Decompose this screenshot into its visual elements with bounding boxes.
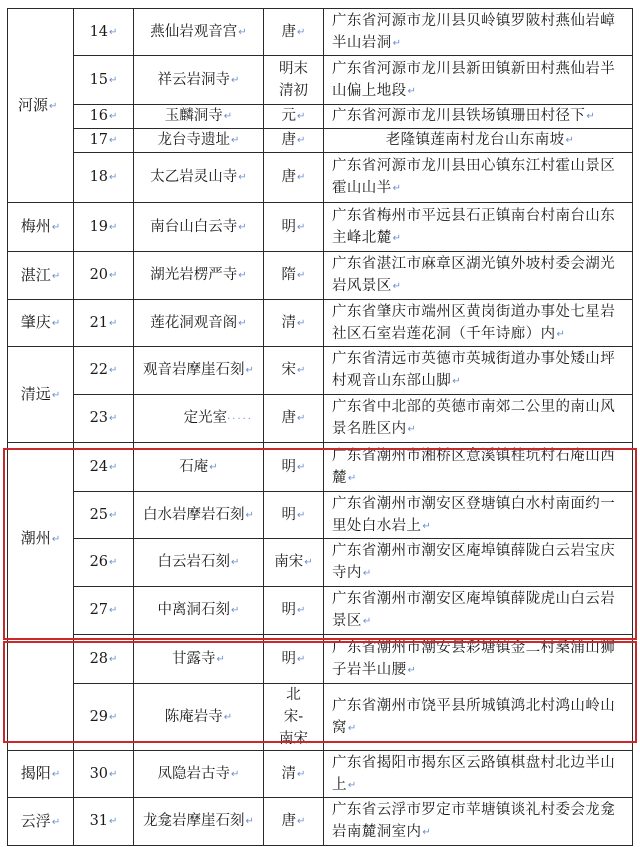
table-row — [8, 153, 633, 203]
site-name: 南台山白云寺↵ — [134, 203, 264, 252]
address: 广东省河源市龙川县铁场镇珊田村径下↵ — [324, 105, 633, 129]
table-row — [8, 587, 633, 635]
site-name: 燕仙岩观音宫↵ — [134, 9, 264, 56]
table-row — [8, 798, 633, 846]
row-number: 24↵ — [74, 443, 134, 492]
dynasty: 元↵ — [264, 105, 324, 129]
site-name: 观音岩摩崖石刻↵ — [134, 347, 264, 395]
address: 广东省中北部的英德市南郊二公里的南山风景名胜区内↵ — [324, 395, 633, 443]
address: 广东省肇庆市端州区黄岗街道办事处七星岩社区石室岩莲花洞（千年诗廊）内↵ — [324, 300, 633, 347]
city-cell: 河源↵ — [8, 9, 74, 203]
table-row — [8, 203, 633, 252]
dynasty: 隋↵ — [264, 252, 324, 300]
table-row — [8, 9, 633, 56]
address: 广东省潮州市饶平县所城镇鸿北村鸿山岭山窝↵ — [324, 684, 633, 751]
table-row — [8, 56, 633, 105]
row-number: 16↵ — [74, 105, 134, 129]
row-number: 18↵ — [74, 153, 134, 203]
site-name: 中离洞石刻↵ — [134, 587, 264, 635]
table-row — [8, 539, 633, 587]
city-cell: 潮州↵ — [8, 443, 74, 751]
row-number: 26↵ — [74, 539, 134, 587]
city-cell: 揭阳↵ — [8, 751, 74, 798]
dynasty: 明↵ — [264, 203, 324, 252]
site-name: 龙台寺遗址↵ — [134, 129, 264, 153]
row-number: 21↵ — [74, 300, 134, 347]
site-name: 莲花洞观音阁↵ — [134, 300, 264, 347]
row-number: 22↵ — [74, 347, 134, 395]
dynasty: 唐↵ — [264, 9, 324, 56]
site-name: 凤隐岩古寺↵ — [134, 751, 264, 798]
address: 广东省潮州市潮安区庵埠镇薛陇虎山白云岩景区↵ — [324, 587, 633, 635]
site-name: 甘露寺↵ — [134, 635, 264, 684]
city-cell: 云浮↵ — [8, 798, 74, 846]
row-number: 20↵ — [74, 252, 134, 300]
dynasty: 清↵ — [264, 751, 324, 798]
address: 广东省潮州市潮安区登塘镇白水村南面约一里处白水岩上↵ — [324, 492, 633, 539]
table-row — [8, 252, 633, 300]
site-name: 白云岩石刻↵ — [134, 539, 264, 587]
row-number: 23↵ — [74, 395, 134, 443]
dynasty: 宋↵ — [264, 347, 324, 395]
row-number: 14↵ — [74, 9, 134, 56]
dynasty: 明↵ — [264, 443, 324, 492]
address: 广东省河源市龙川县田心镇东江村霍山景区霍山山半↵ — [324, 153, 633, 203]
dynasty: 唐↵ — [264, 129, 324, 153]
row-number: 19↵ — [74, 203, 134, 252]
table-row — [8, 635, 633, 684]
table-row — [8, 684, 633, 751]
table-row — [8, 300, 633, 347]
address: 广东省潮州市潮安县彩塘镇金二村桑浦山狮子岩半山腰↵ — [324, 635, 633, 684]
address: 广东省河源市龙川县新田镇新田村燕仙岩半山偏上地段↵ — [324, 56, 633, 105]
address: 广东省云浮市罗定市苹塘镇谈礼村委会龙龛岩南麓洞室内↵ — [324, 798, 633, 846]
site-name: 白水岩摩岩石刻↵ — [134, 492, 264, 539]
address: 广东省潮州市潮安区庵埠镇薛陇白云岩宝庆寺内↵ — [324, 539, 633, 587]
temple-table — [7, 8, 633, 846]
dynasty: 清↵ — [264, 300, 324, 347]
dynasty: 唐↵ — [264, 798, 324, 846]
city-cell: 肇庆↵ — [8, 300, 74, 347]
table-row — [8, 751, 633, 798]
dynasty: 明↵ — [264, 635, 324, 684]
row-number: 15↵ — [74, 56, 134, 105]
row-number: 27↵ — [74, 587, 134, 635]
address: 广东省梅州市平远县石正镇南台村南台山东主峰北麓↵ — [324, 203, 633, 252]
city-cell: 梅州↵ — [8, 203, 74, 252]
site-name: 玉麟洞寺↵ — [134, 105, 264, 129]
table-row — [8, 395, 633, 443]
row-number: 30↵ — [74, 751, 134, 798]
site-name: 龙龛岩摩崖石刻↵ — [134, 798, 264, 846]
row-number: 31↵ — [74, 798, 134, 846]
site-name: 太乙岩灵山寺↵ — [134, 153, 264, 203]
site-name: 湖光岩楞严寺↵ — [134, 252, 264, 300]
address: 广东省揭阳市揭东区云路镇棋盘村北边半山上↵ — [324, 751, 633, 798]
table-row — [8, 129, 633, 153]
table-row — [8, 492, 633, 539]
row-number: 25↵ — [74, 492, 134, 539]
dynasty: 明↵ — [264, 587, 324, 635]
table-row — [8, 105, 633, 129]
address: 广东省潮州市湘桥区意溪镇桂坑村石庵山西麓↵ — [324, 443, 633, 492]
city-cell: 湛江↵ — [8, 252, 74, 300]
address: 广东省河源市龙川县贝岭镇罗陂村燕仙岩嶂半山岩洞↵ — [324, 9, 633, 56]
address: 老隆镇莲南村龙台山东南坡↵ — [324, 129, 633, 153]
row-number: 28↵ — [74, 635, 134, 684]
dynasty: 明↵ — [264, 492, 324, 539]
site-name: 定光室····· — [134, 395, 264, 443]
dynasty: 北宋-南宋 — [264, 684, 324, 751]
dynasty: 南宋↵ — [264, 539, 324, 587]
address: 广东省湛江市麻章区湖光镇外坡村委会湖光岩风景区↵ — [324, 252, 633, 300]
row-number: 29↵ — [74, 684, 134, 751]
row-number: 17↵ — [74, 129, 134, 153]
dynasty: 明末清初 — [264, 56, 324, 105]
address: 广东省清远市英德市英城街道办事处矮山坪村观音山东部山脚↵ — [324, 347, 633, 395]
dynasty: 唐↵ — [264, 153, 324, 203]
site-name: 祥云岩洞寺↵ — [134, 56, 264, 105]
city-cell: 清远↵ — [8, 347, 74, 443]
site-name: 陈庵岩寺↵ — [134, 684, 264, 751]
site-name: 石庵↵ — [134, 443, 264, 492]
table-row — [8, 443, 633, 492]
table-row — [8, 347, 633, 395]
dynasty: 唐↵ — [264, 395, 324, 443]
